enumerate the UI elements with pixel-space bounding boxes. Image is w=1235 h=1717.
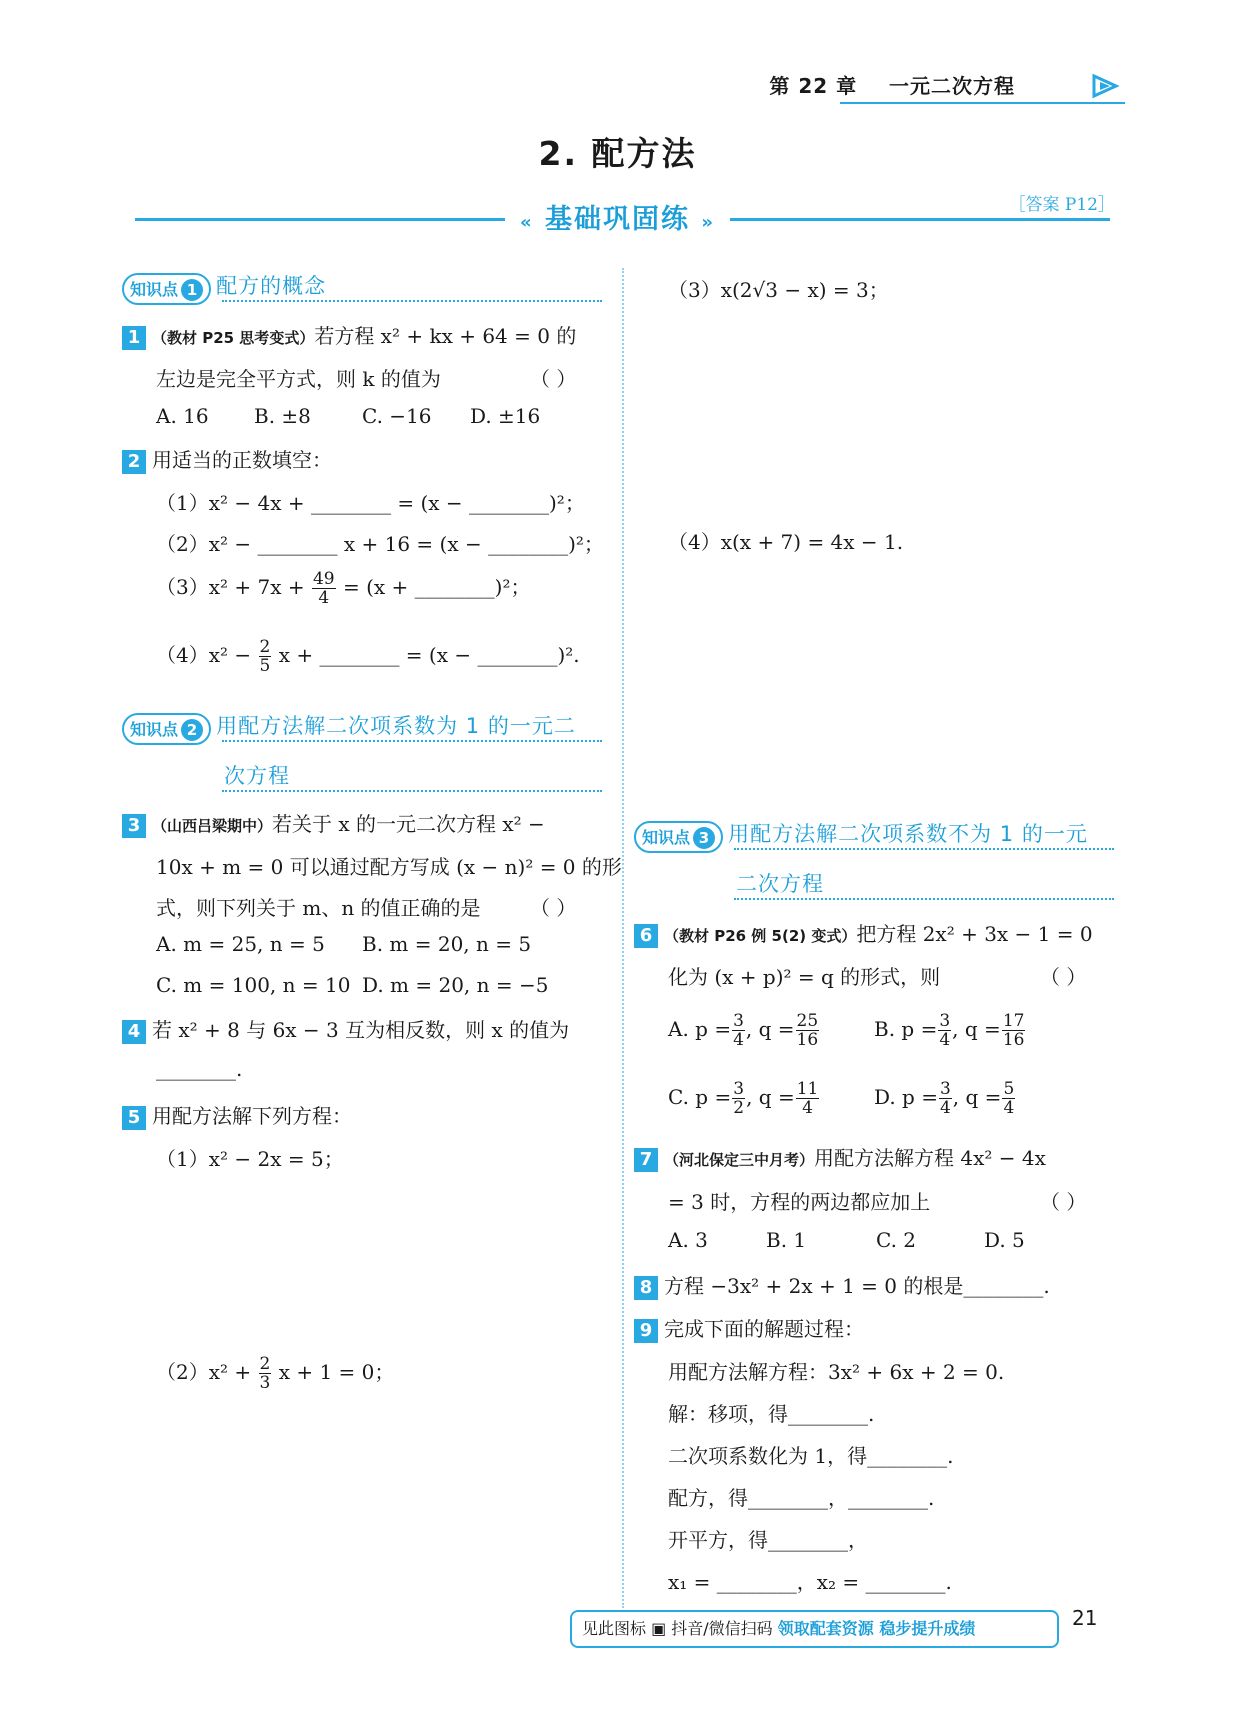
q7-option-c: C. 2 (876, 1228, 917, 1252)
q8-stem-text: 方程 −3x² + 2x + 1 = 0 的根是________. (664, 1274, 1050, 1298)
q3-stem-line3: 式，则下列关于 m、n 的值正确的是 (156, 896, 481, 920)
q5-stem-text: 用配方法解下列方程： (152, 1104, 352, 1128)
kp3-underline-2 (734, 898, 1114, 900)
q2-part1: （1）x² − 4x + ________ = (x − ________)²； (156, 491, 585, 515)
q9-line4: 配方，得________，________. (668, 1486, 935, 1510)
q6-stem (634, 918, 1093, 948)
q3-stem (122, 808, 545, 838)
page-number: 21 (1072, 1606, 1098, 1630)
q2-part3: （3）x² + 7x + $\frac{49}{4}$ = (x + ________)²； (156, 569, 531, 608)
q7-stem (634, 1142, 1046, 1172)
kp-badge: 知识点 2 (122, 713, 211, 745)
q2-stem (122, 444, 332, 474)
answer-reference[interactable]: ［答案 P12］ (1008, 195, 1115, 215)
q4-blank[interactable]: ________. (156, 1057, 243, 1081)
chapter-header (769, 70, 1015, 99)
footer-banner[interactable] (570, 1610, 1059, 1648)
kp-title: 用配方法解二次项系数不为 1 的一元 (728, 822, 1088, 846)
knowledge-point-3 (634, 818, 1088, 852)
q3-stem-text: 若关于 x 的一元二次方程 x² − (272, 812, 545, 836)
question-source: （山西吕梁期中） (152, 817, 273, 835)
question-number: 2 (122, 450, 146, 474)
q3-option-c: C. m = 100, n = 10 (156, 973, 351, 997)
q6-stem-line2: 化为 (x + p)² = q 的形式，则 (668, 965, 941, 989)
chapter-number: 第 22 章 (769, 74, 858, 98)
kp2-underline-1 (222, 740, 602, 742)
q2-part4: （4）x² − $\frac{2}{5}$ x + ________ = (x − ________)². (156, 637, 580, 676)
q3-option-a: A. m = 25, n = 5 (156, 932, 325, 956)
q1-stem-line2: 左边是完全平方式，则 k 的值为 (156, 367, 441, 391)
q1-option-a: A. 16 (156, 404, 209, 428)
q6-option-a: A. p = $\frac{3}{4}$ , q = $\frac{25}{16}$ (668, 1011, 819, 1050)
kp1-underline (222, 300, 602, 302)
question-number: 8 (634, 1276, 658, 1300)
question-source: （河北保定三中月考） (664, 1151, 815, 1169)
q7-option-a: A. 3 (668, 1228, 708, 1252)
footer-highlight: 领取配套资源 稳步提升成绩 (777, 1619, 976, 1638)
kp-badge: 知识点 1 (122, 273, 211, 305)
footer-text: 见此图标 ▣ 抖音/微信扫码 (582, 1619, 778, 1638)
question-number: 9 (634, 1319, 658, 1343)
q1-answer-paren[interactable]: （ ） (530, 367, 577, 391)
question-number: 4 (122, 1020, 146, 1044)
band-title-text: 基础巩固练 (545, 204, 690, 235)
q1-option-d: D. ±16 (470, 404, 541, 428)
q6-option-b: B. p = $\frac{3}{4}$ , q = $\frac{17}{16}$ (874, 1011, 1025, 1050)
q5-part4: （4）x(x + 7) = 4x − 1. (668, 530, 904, 554)
pencil-logo-icon (1090, 72, 1120, 100)
kp2-title-line2: 次方程 (224, 764, 290, 788)
q7-stem-text: 用配方法解方程 4x² − 4x (814, 1146, 1046, 1170)
q1-stem-text: 若方程 x² + kx + 64 = 0 的 (314, 324, 577, 348)
q2-part2: （2）x² − ________ x + 16 = (x − ________)²； (156, 532, 604, 556)
question-number: 3 (122, 814, 146, 838)
kp-title: 用配方法解二次项系数为 1 的一元二 (216, 714, 576, 738)
q5-part2: （2）x² + $\frac{2}{3}$ x + 1 = 0； (156, 1354, 395, 1393)
question-number: 5 (122, 1106, 146, 1130)
q7-stem-line2: = 3 时，方程的两边都应加上 (668, 1190, 931, 1214)
q9-line5: 开平方，得________， (668, 1528, 868, 1552)
q8-stem (634, 1270, 1050, 1300)
q6-option-c: C. p = $\frac{3}{2}$ , q = $\frac{11}{4}$ (668, 1079, 819, 1118)
q9-line2: 解：移项，得________. (668, 1402, 875, 1426)
q9-stem-text: 完成下面的解题过程： (664, 1317, 864, 1341)
q3-stem-line2: 10x + m = 0 可以通过配方写成 (x − n)² = 0 的形 (156, 855, 622, 879)
kp-badge: 知识点 3 (634, 821, 723, 853)
q6-stem-text: 把方程 2x² + 3x − 1 = 0 (856, 922, 1093, 946)
q1-stem (122, 320, 576, 350)
kp3-title-line2: 二次方程 (736, 872, 824, 896)
fraction: $\frac{2}{3}$ (259, 1354, 271, 1393)
band-title (0, 197, 1235, 236)
q4-stem-text: 若 x² + 8 与 6x − 3 互为相反数，则 x 的值为 (152, 1018, 570, 1042)
q3-option-b: B. m = 20, n = 5 (362, 932, 532, 956)
question-number: 6 (634, 924, 658, 948)
q3-answer-paren[interactable]: （ ） (530, 896, 577, 920)
kp3-underline-1 (734, 848, 1114, 850)
knowledge-point-2 (122, 710, 576, 744)
kp-title: 配方的概念 (216, 274, 327, 298)
header-rule (840, 102, 1125, 104)
chevron-right-icon: » (701, 212, 716, 233)
question-number: 1 (122, 326, 146, 350)
chevron-left-icon: « (519, 212, 534, 233)
column-divider (622, 268, 624, 1608)
q7-answer-paren[interactable]: （ ） (1040, 1190, 1087, 1214)
q6-option-d: D. p = $\frac{3}{4}$ , q = $\frac{5}{4}$ (874, 1079, 1015, 1118)
q4-stem (122, 1014, 569, 1044)
fraction: $\frac{2}{5}$ (259, 637, 271, 676)
q1-option-b: B. ±8 (254, 404, 311, 428)
kp2-underline-2 (222, 790, 602, 792)
q9-line6: x₁ = ________，x₂ = ________. (668, 1570, 952, 1594)
q7-option-b: B. 1 (766, 1228, 807, 1252)
q9-stem (634, 1313, 864, 1343)
q6-answer-paren[interactable]: （ ） (1040, 965, 1087, 989)
q5-part3: （3）x(2√3 − x) = 3； (668, 278, 889, 302)
q1-option-c: C. −16 (362, 404, 432, 428)
question-number: 7 (634, 1148, 658, 1172)
section-title: 2. 配方法 (538, 134, 697, 173)
q7-option-d: D. 5 (984, 1228, 1025, 1252)
knowledge-point-1 (122, 270, 326, 304)
question-source: （教材 P26 例 5(2) 变式） (664, 927, 857, 945)
q2-stem-text: 用适当的正数填空： (152, 448, 332, 472)
q9-line3: 二次项系数化为 1，得________. (668, 1444, 954, 1468)
chapter-title: 一元二次方程 (889, 74, 1015, 98)
fraction: $\frac{49}{4}$ (312, 569, 335, 608)
q9-line1: 用配方法解方程：3x² + 6x + 2 = 0. (668, 1360, 1005, 1384)
q5-part1: （1）x² − 2x = 5； (156, 1147, 344, 1171)
question-source: （教材 P25 思考变式） (152, 329, 315, 347)
q5-stem (122, 1100, 352, 1130)
q3-option-d: D. m = 20, n = −5 (362, 973, 549, 997)
